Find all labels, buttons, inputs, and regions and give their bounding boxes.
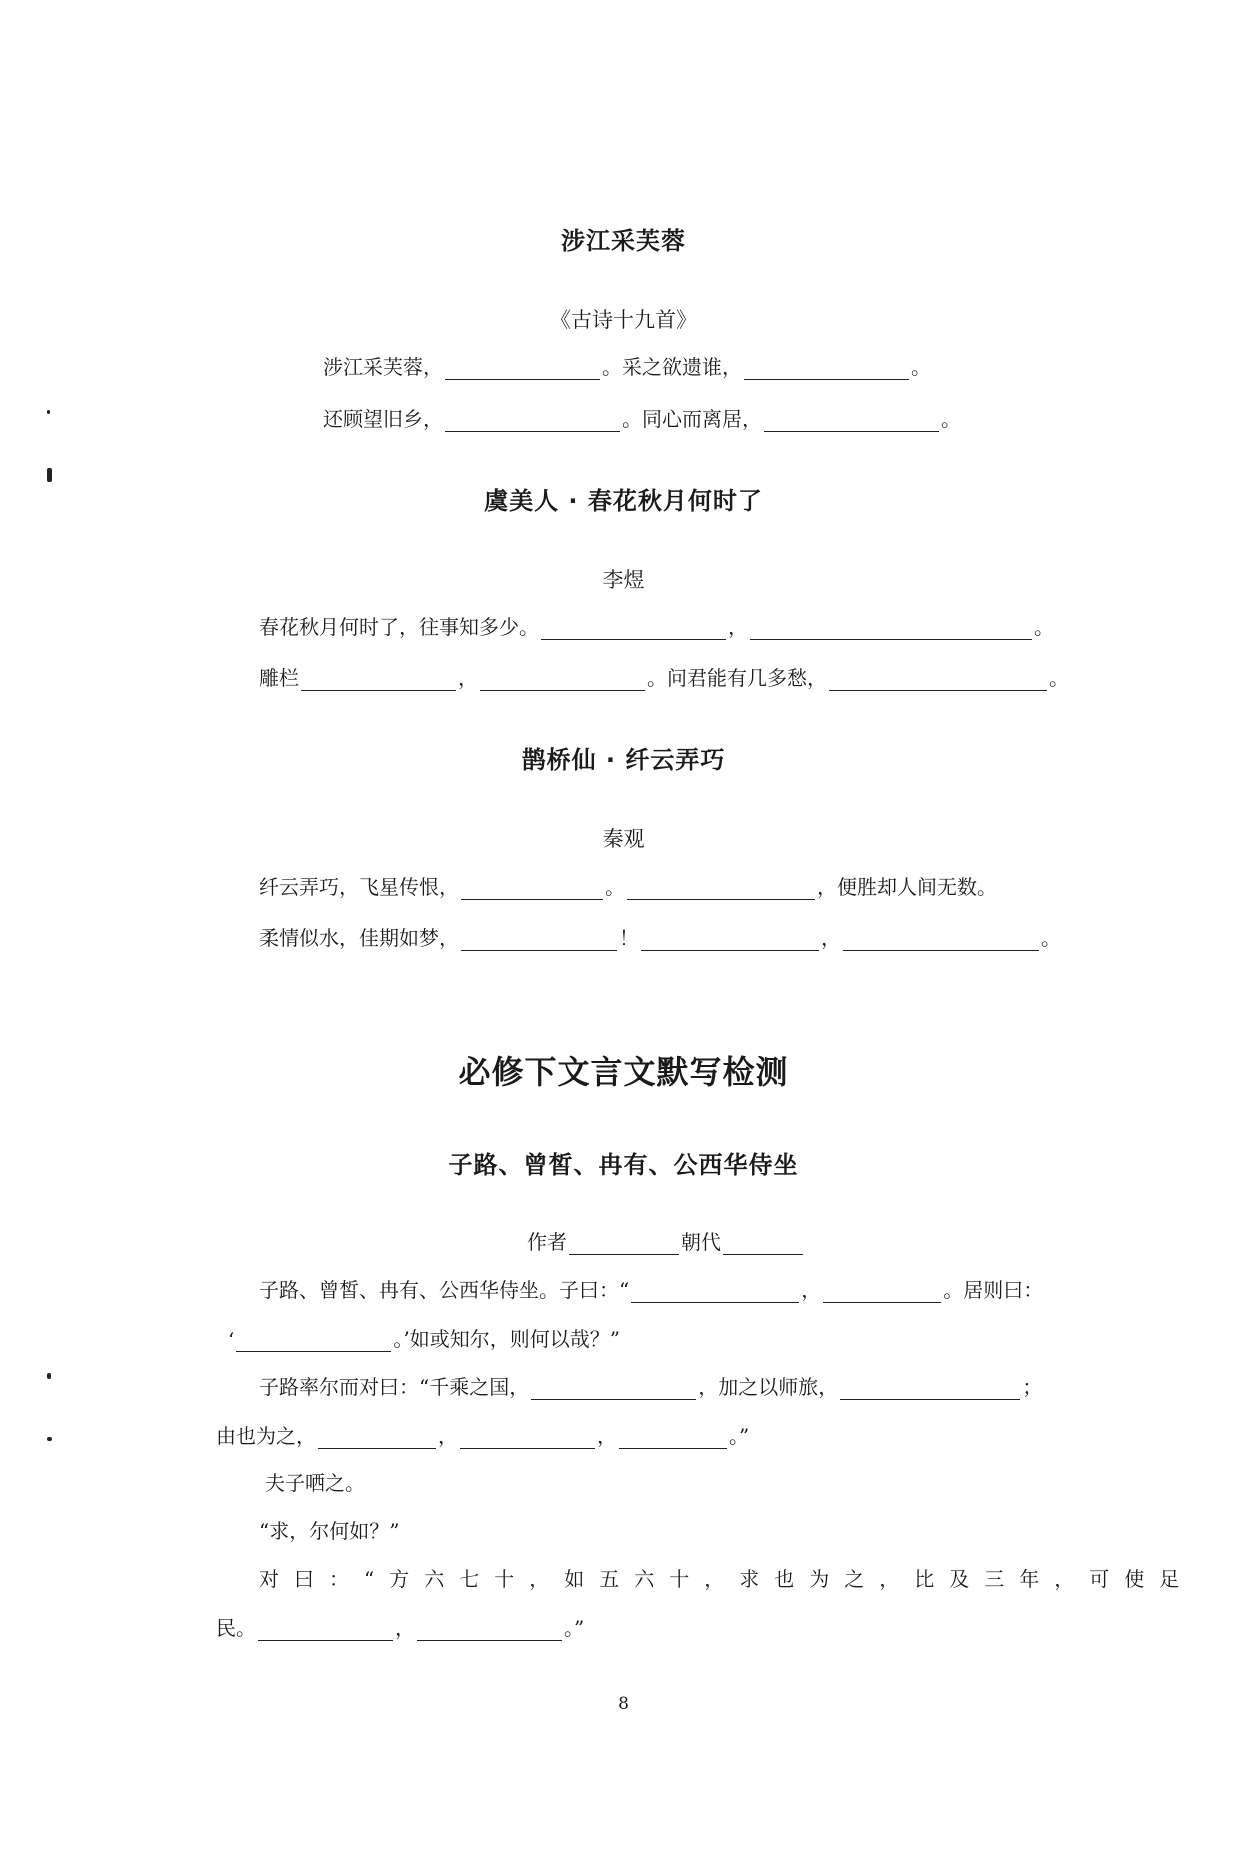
fill-blank[interactable] [445, 409, 620, 432]
fill-blank[interactable] [631, 1280, 799, 1303]
passage-line: 对曰：“方六七十，如五六十，求也为之，比及三年，可使足 [259, 1567, 1195, 1591]
passage-line: “求，尔何如？” [259, 1519, 400, 1543]
poem-line [323, 403, 961, 432]
section-title: 必修下文言文默写检测 [458, 1053, 789, 1091]
passage-line [259, 1274, 1043, 1303]
scan-speck [47, 1373, 51, 1379]
passage-line [216, 1420, 749, 1449]
line-text: 涉江采芙蓉， [323, 355, 443, 379]
line-text: 。问君能有几多愁， [647, 666, 827, 690]
line-text: ！ [619, 926, 639, 950]
poem-author: 李煜 [602, 568, 645, 592]
fill-blank[interactable] [823, 1280, 941, 1303]
passage-line [216, 1612, 584, 1641]
line-text: ， [728, 615, 748, 639]
line-text: 子路率尔而对曰：“千乘之国， [259, 1375, 530, 1399]
poem-title: 涉江采芙蓉 [561, 227, 686, 255]
scan-speck [47, 410, 50, 414]
poem-source: 《古诗十九首》 [550, 308, 697, 332]
fill-blank[interactable] [627, 877, 815, 900]
line-text: 。 [911, 355, 931, 379]
line-text: ， [458, 666, 478, 690]
line-text: ， [438, 1424, 458, 1448]
author-label: 作者 [527, 1230, 567, 1254]
line-text: 。” [564, 1616, 585, 1640]
passage-line [259, 1371, 1042, 1400]
fill-blank[interactable] [619, 1426, 727, 1449]
fill-blank[interactable] [445, 357, 600, 380]
fill-blank[interactable] [236, 1329, 391, 1352]
author-blank[interactable] [569, 1232, 679, 1255]
fill-blank[interactable] [531, 1377, 696, 1400]
line-text: 。 [605, 875, 625, 899]
line-text: 雕栏 [259, 666, 299, 690]
fill-blank[interactable] [750, 617, 1032, 640]
fill-blank[interactable] [258, 1618, 393, 1641]
poem-line [259, 922, 1061, 951]
line-text: 。居则曰： [943, 1278, 1044, 1302]
poem-title: 虞美人 · 春花秋月何时了 [484, 487, 763, 515]
passage-line: 夫子哂之。 [265, 1471, 365, 1495]
poem-line [259, 611, 1054, 640]
author-dynasty-line [527, 1226, 805, 1255]
poem-line [323, 351, 931, 380]
line-text: 。” [729, 1424, 750, 1448]
fill-blank[interactable] [764, 409, 939, 432]
line-text: 。 [1034, 615, 1054, 639]
line-text: 。 [1041, 926, 1061, 950]
fill-blank[interactable] [417, 1618, 562, 1641]
line-text: ， [395, 1616, 415, 1640]
line-text: 春花秋月何时了，往事知多少。 [259, 615, 539, 639]
fill-blank[interactable] [461, 928, 617, 951]
fill-blank[interactable] [541, 617, 726, 640]
line-text: 。 [941, 407, 961, 431]
page-number: 8 [618, 1694, 629, 1714]
line-text: 还顾望旧乡， [323, 407, 443, 431]
line-text: 由也为之， [216, 1424, 316, 1448]
line-text: ， [821, 926, 841, 950]
fill-blank[interactable] [301, 668, 456, 691]
fill-blank[interactable] [840, 1377, 1020, 1400]
line-text: 。采之欲遗谁， [602, 355, 742, 379]
poem-title: 鹊桥仙 · 纤云弄巧 [521, 746, 726, 774]
line-text: ，便胜却人间无数。 [817, 875, 997, 899]
fill-blank[interactable] [461, 877, 603, 900]
fill-blank[interactable] [480, 668, 645, 691]
line-text: ， [801, 1278, 822, 1302]
fill-blank[interactable] [641, 928, 819, 951]
fill-blank[interactable] [460, 1426, 595, 1449]
poem-line [259, 662, 1069, 691]
scan-speck [47, 1437, 52, 1441]
passage-line [228, 1323, 620, 1352]
fill-blank[interactable] [843, 928, 1039, 951]
line-text: 。同心而离居， [622, 407, 762, 431]
line-text: ，加之以师旅， [698, 1375, 839, 1399]
section-subtitle: 子路、曾皙、冉有、公西华侍坐 [448, 1151, 799, 1179]
line-text: 子路、曾皙、冉有、公西华侍坐。子曰：“ [259, 1278, 630, 1302]
line-text: 柔情似水，佳期如梦， [259, 926, 459, 950]
poem-line [259, 871, 997, 900]
line-text: 民。 [216, 1616, 256, 1640]
fill-blank[interactable] [744, 357, 909, 380]
line-text: 。 [1049, 666, 1069, 690]
line-text: 纤云弄巧，飞星传恨， [259, 875, 459, 899]
line-text: ， [597, 1424, 617, 1448]
fill-blank[interactable] [829, 668, 1047, 691]
dynasty-label: 朝代 [681, 1230, 721, 1254]
line-text: ‘ [228, 1328, 235, 1352]
dynasty-blank[interactable] [723, 1232, 803, 1255]
scan-speck [47, 468, 52, 482]
line-text: ； [1022, 1375, 1043, 1399]
line-text: 。’如或知尔，则何以哉？” [393, 1327, 620, 1351]
poem-author: 秦观 [602, 827, 645, 851]
fill-blank[interactable] [318, 1426, 436, 1449]
